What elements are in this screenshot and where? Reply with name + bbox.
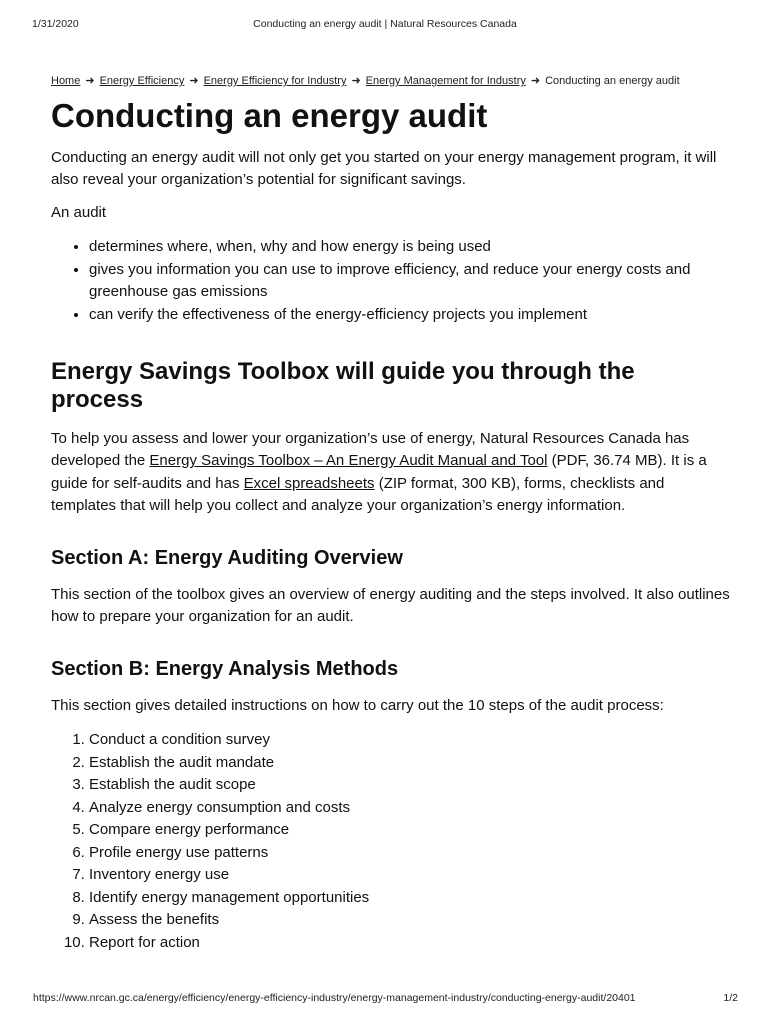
arrow-right-icon: ➜ <box>530 75 541 87</box>
arrow-right-icon: ➜ <box>351 75 361 87</box>
toolbox-heading: Energy Savings Toolbox will guide you through the process <box>51 358 635 414</box>
audit-benefits-list <box>51 236 731 326</box>
toolbox-paragraph <box>51 428 731 518</box>
excel-spreadsheets-link[interactable]: Excel spreadsheets <box>243 474 375 492</box>
toolbox-text: (ZIP format, 300 KB), forms, checklists and templates that will help you collect and analyze your organization’s energy information. <box>51 474 665 515</box>
page-number: 1/2 <box>723 992 738 1004</box>
list-item: 8. Identify energy management opportunities <box>89 887 731 910</box>
toolbox-text: To help you assess and lower your organization’s use of energy, Natural Resources Canada has developed the <box>51 429 690 470</box>
section-a-heading: Section A: Energy Auditing Overview <box>51 546 403 569</box>
breadcrumb-energy-efficiency-link[interactable]: Energy Efficiency <box>99 75 185 87</box>
list-item: 2. Establish the audit mandate <box>89 752 731 775</box>
intro-paragraph: Conducting an energy audit will not only get you started on your energy management program, it will also reveal your organization’s potential for significant savings. <box>51 148 717 189</box>
list-item: • gives you information you can use to improve efficiency, and reduce your energy costs and greenhouse gas emissions <box>89 259 731 304</box>
section-a-paragraph: This section of the toolbox gives an overview of energy auditing and the steps involved. It also outlines how to prepare your organization for an audit. <box>51 585 730 626</box>
list-item: 10. Report for action <box>89 932 731 955</box>
toolbox-text: (PDF, 36.74 MB). It is a guide for self-audits and has <box>51 452 707 492</box>
list-item: 4. Analyze energy consumption and costs <box>89 797 731 820</box>
list-item: 7. Inventory energy use <box>89 864 731 887</box>
toolbox-manual-link[interactable]: Energy Savings Toolbox – An Energy Audit Manual and Tool <box>149 452 548 470</box>
list-item: 1. Conduct a condition survey <box>89 729 731 752</box>
list-item: 3. Establish the audit scope <box>89 774 731 797</box>
list-item: • determines where, when, why and how energy is being used <box>89 236 731 259</box>
audit-steps-list <box>51 729 731 954</box>
arrow-right-icon: ➜ <box>85 75 95 87</box>
breadcrumb-current: Conducting an energy audit <box>545 75 680 87</box>
breadcrumb-energy-management-link[interactable]: Energy Management for Industry <box>365 75 526 87</box>
breadcrumb-home-link[interactable]: Home <box>51 75 81 87</box>
breadcrumb-energy-efficiency-industry-link[interactable]: Energy Efficiency for Industry <box>203 75 347 87</box>
arrow-right-icon: ➜ <box>189 75 199 87</box>
print-url: https://www.nrcan.gc.ca/energy/efficiency/energy-efficiency-industry/energy-management-industry/conducting-energy-audit/20401 <box>33 992 636 1004</box>
section-b-heading: Section B: Energy Analysis Methods <box>51 657 399 680</box>
section-b-paragraph: This section gives detailed instructions on how to carry out the 10 steps of the audit process: <box>51 696 664 714</box>
main-content <box>51 74 731 954</box>
list-item: 6. Profile energy use patterns <box>89 842 731 865</box>
print-title: Conducting an energy audit | Natural Resources Canada <box>253 18 517 30</box>
list-item: 5. Compare energy performance <box>89 819 731 842</box>
intro-lead: An audit <box>51 203 107 221</box>
list-item: 9. Assess the benefits <box>89 909 731 932</box>
list-item: • can verify the effectiveness of the energy-efficiency projects you implement <box>89 304 731 327</box>
breadcrumb <box>51 74 731 87</box>
page-title: Conducting an energy audit <box>51 97 488 134</box>
print-date: 1/31/2020 <box>32 18 79 30</box>
